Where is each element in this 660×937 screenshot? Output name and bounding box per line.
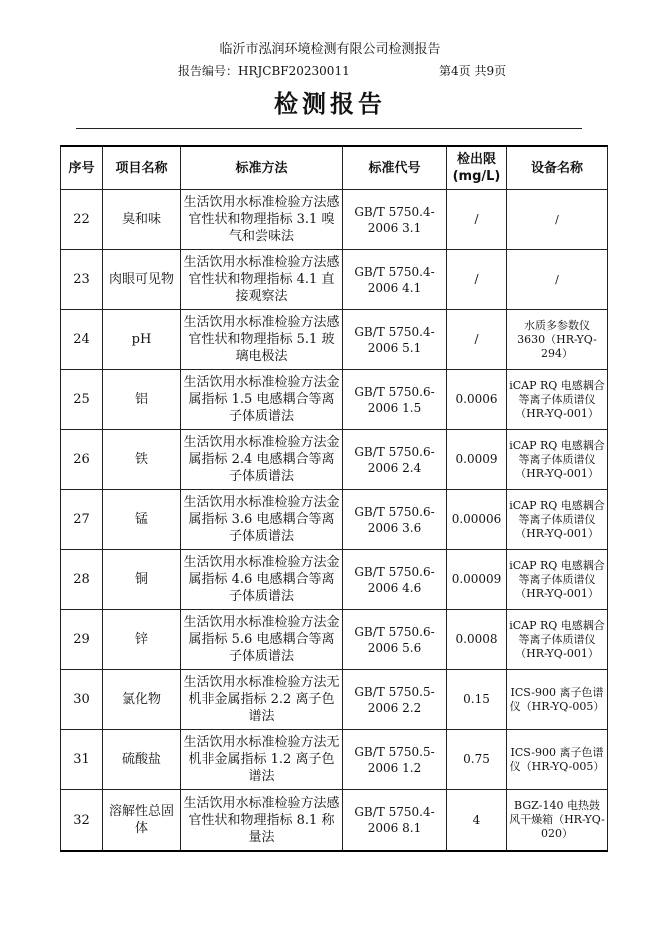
cell-code: GB/T 5750.6-2006 3.6: [343, 490, 447, 550]
cell-code: GB/T 5750.4-2006 5.1: [343, 310, 447, 370]
cell-item: 硫酸盐: [103, 730, 181, 790]
col-header-item: 项目名称: [103, 146, 181, 190]
cell-no: 30: [61, 670, 103, 730]
cell-item: 溶解性总固体: [103, 790, 181, 852]
cell-method: 生活饮用水标准检验方法金属指标 5.6 电感耦合等离子体质谱法: [181, 610, 343, 670]
cell-code: GB/T 5750.4-2006 4.1: [343, 250, 447, 310]
cell-item: pH: [103, 310, 181, 370]
cell-limit: 0.15: [447, 670, 507, 730]
header-divider: [76, 128, 582, 129]
table-row: [61, 730, 608, 790]
cell-item: 铜: [103, 550, 181, 610]
cell-method: 生活饮用水标准检验方法无机非金属指标 2.2 离子色谱法: [181, 670, 343, 730]
table-header-row: [61, 146, 608, 190]
cell-equipment: /: [507, 250, 608, 310]
cell-no: 23: [61, 250, 103, 310]
cell-method: 生活饮用水标准检验方法金属指标 1.5 电感耦合等离子体质谱法: [181, 370, 343, 430]
cell-item: 氯化物: [103, 670, 181, 730]
table-row: [61, 670, 608, 730]
cell-equipment: iCAP RQ 电感耦合等离子体质谱仪（HR-YQ-001）: [507, 490, 608, 550]
cell-limit: /: [447, 310, 507, 370]
table-row: [61, 310, 608, 370]
page-title: 检测报告: [274, 90, 386, 118]
table-row: [61, 610, 608, 670]
cell-equipment: iCAP RQ 电感耦合等离子体质谱仪（HR-YQ-001）: [507, 430, 608, 490]
cell-method: 生活饮用水标准检验方法金属指标 4.6 电感耦合等离子体质谱法: [181, 550, 343, 610]
cell-item: 锰: [103, 490, 181, 550]
cell-code: GB/T 5750.6-2006 4.6: [343, 550, 447, 610]
col-header-equipment: 设备名称: [507, 146, 608, 190]
cell-equipment: iCAP RQ 电感耦合等离子体质谱仪（HR-YQ-001）: [507, 610, 608, 670]
cell-no: 29: [61, 610, 103, 670]
cell-equipment: iCAP RQ 电感耦合等离子体质谱仪（HR-YQ-001）: [507, 370, 608, 430]
col-header-code: 标准代号: [343, 146, 447, 190]
cell-method: 生活饮用水标准检验方法金属指标 2.4 电感耦合等离子体质谱法: [181, 430, 343, 490]
cell-method: 生活饮用水标准检验方法感官性状和物理指标 8.1 称量法: [181, 790, 343, 852]
cell-code: GB/T 5750.6-2006 2.4: [343, 430, 447, 490]
cell-code: GB/T 5750.4-2006 8.1: [343, 790, 447, 852]
cell-no: 27: [61, 490, 103, 550]
cell-equipment: ICS-900 离子色谱仪（HR-YQ-005）: [507, 730, 608, 790]
cell-method: 生活饮用水标准检验方法金属指标 3.6 电感耦合等离子体质谱法: [181, 490, 343, 550]
col-header-no: 序号: [61, 146, 103, 190]
cell-no: 26: [61, 430, 103, 490]
cell-item: 臭和味: [103, 190, 181, 250]
cell-method: 生活饮用水标准检验方法感官性状和物理指标 5.1 玻璃电极法: [181, 310, 343, 370]
cell-code: GB/T 5750.6-2006 5.6: [343, 610, 447, 670]
company-header: 临沂市泓润环境检测有限公司检测报告: [219, 42, 441, 57]
test-methods-table: [60, 145, 608, 852]
cell-limit: 4: [447, 790, 507, 852]
table-row: [61, 250, 608, 310]
cell-limit: 0.00006: [447, 490, 507, 550]
cell-method: 生活饮用水标准检验方法感官性状和物理指标 4.1 直接观察法: [181, 250, 343, 310]
cell-equipment: /: [507, 190, 608, 250]
cell-limit: 0.0006: [447, 370, 507, 430]
cell-code: GB/T 5750.4-2006 3.1: [343, 190, 447, 250]
cell-no: 32: [61, 790, 103, 852]
cell-limit: /: [447, 190, 507, 250]
cell-limit: 0.00009: [447, 550, 507, 610]
cell-limit: 0.0008: [447, 610, 507, 670]
cell-equipment: 水质多参数仪 3630（HR-YQ-294）: [507, 310, 608, 370]
report-number: 报告编号：HRJCBF20230011: [178, 64, 350, 78]
cell-item: 铝: [103, 370, 181, 430]
col-header-method: 标准方法: [181, 146, 343, 190]
cell-limit: 0.75: [447, 730, 507, 790]
cell-code: GB/T 5750.6-2006 1.5: [343, 370, 447, 430]
cell-equipment: ICS-900 离子色谱仪（HR-YQ-005）: [507, 670, 608, 730]
cell-equipment: iCAP RQ 电感耦合等离子体质谱仪（HR-YQ-001）: [507, 550, 608, 610]
table-row: [61, 190, 608, 250]
cell-limit: /: [447, 250, 507, 310]
cell-code: GB/T 5750.5-2006 2.2: [343, 670, 447, 730]
cell-method: 生活饮用水标准检验方法无机非金属指标 1.2 离子色谱法: [181, 730, 343, 790]
cell-method: 生活饮用水标准检验方法感官性状和物理指标 3.1 嗅气和尝味法: [181, 190, 343, 250]
table-row: [61, 790, 608, 852]
cell-no: 28: [61, 550, 103, 610]
col-header-limit: 检出限(mg/L): [447, 146, 507, 190]
cell-item: 锌: [103, 610, 181, 670]
cell-code: GB/T 5750.5-2006 1.2: [343, 730, 447, 790]
table-row: [61, 490, 608, 550]
cell-no: 31: [61, 730, 103, 790]
table-row: [61, 370, 608, 430]
cell-equipment: BGZ-140 电热鼓风干燥箱（HR-YQ-020）: [507, 790, 608, 852]
cell-no: 25: [61, 370, 103, 430]
table-row: [61, 430, 608, 490]
cell-limit: 0.0009: [447, 430, 507, 490]
page-info: 第4页 共9页: [439, 64, 507, 78]
cell-no: 22: [61, 190, 103, 250]
cell-item: 肉眼可见物: [103, 250, 181, 310]
table-row: [61, 550, 608, 610]
cell-item: 铁: [103, 430, 181, 490]
cell-no: 24: [61, 310, 103, 370]
